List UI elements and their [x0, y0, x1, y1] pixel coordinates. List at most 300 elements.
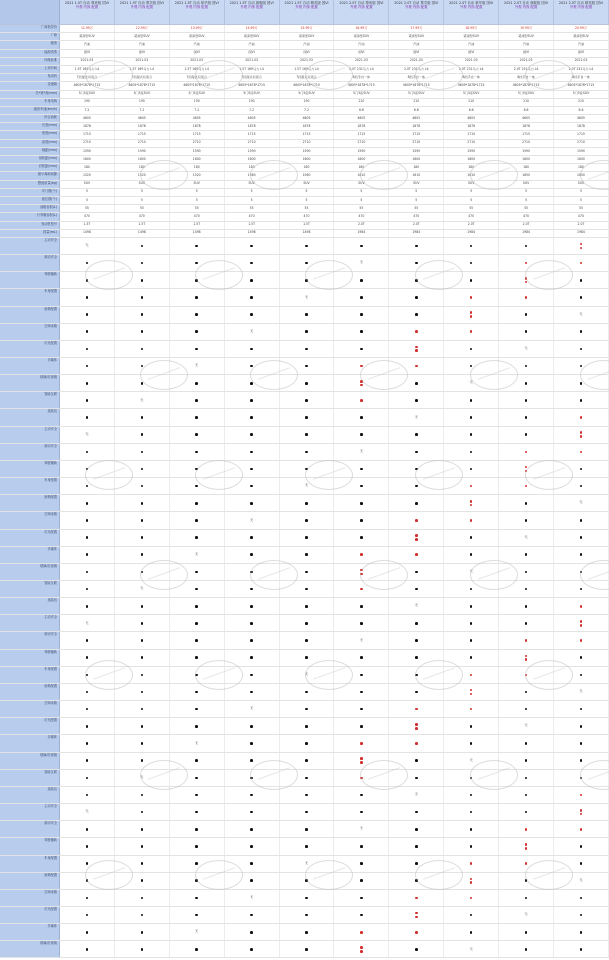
trim-links[interactable]: 外观 内饰 配置: [130, 5, 154, 10]
trim-links[interactable]: 外观 内饰 配置: [75, 5, 99, 10]
spec-cell: 2021.03: [115, 58, 170, 65]
feature-cell: [499, 753, 554, 769]
spec-cell: 1878: [225, 123, 280, 130]
optional-dot-icon: [525, 296, 528, 299]
standard-dot-icon: [360, 519, 363, 522]
option-none: 无: [85, 431, 89, 436]
standard-dot-icon: [360, 862, 363, 865]
feature-cell: [444, 358, 499, 374]
feature-cell: [444, 392, 499, 408]
spec-cell: 4605*1878*1715: [444, 82, 499, 89]
spec-cell: 2.0T: [334, 222, 389, 229]
spec-cell: 4605: [115, 115, 170, 122]
feature-cell: [389, 289, 444, 305]
optional-dot-icon: [525, 262, 528, 265]
option-none: 无: [359, 826, 363, 831]
standard-dot-icon: [250, 433, 253, 436]
feature-cell: [334, 409, 389, 425]
feature-cell: [554, 581, 609, 597]
spec-cell: SUV: [60, 181, 115, 188]
spec-row: [0, 99, 609, 107]
option-none: 无: [579, 500, 583, 505]
standard-dot-icon: [195, 279, 198, 282]
trim-header-7[interactable]: [389, 0, 444, 24]
feature-cell: [170, 838, 225, 854]
standard-dot-icon: [580, 948, 583, 951]
standard-dot-icon: [305, 262, 308, 265]
optional-dot-icon: [360, 588, 363, 591]
standard-dot-icon: [580, 725, 583, 728]
spec-cell: 470: [225, 213, 280, 220]
feature-cell: [444, 461, 499, 477]
feature-cell: [170, 787, 225, 803]
spec-cell: 2710: [60, 140, 115, 147]
spec-cell: 5: [170, 197, 225, 204]
spec-cell: 180: [170, 164, 225, 171]
feature-row-label: 车身配置: [0, 856, 60, 872]
feature-cell: [280, 444, 335, 460]
feature-cell: [170, 821, 225, 837]
standard-dot-icon: [86, 588, 89, 591]
feature-cell: [60, 547, 115, 563]
spec-row: [0, 107, 609, 115]
standard-dot-icon: [415, 313, 418, 316]
feature-cell: [225, 444, 280, 460]
spec-row: [0, 230, 609, 238]
feature-cell: [60, 924, 115, 940]
feature-row-label: 被动安全: [0, 632, 60, 648]
trim-links[interactable]: 外观 内饰 配置: [569, 5, 593, 10]
spec-cell: 5: [115, 197, 170, 204]
standard-dot-icon: [195, 948, 198, 951]
trim-header-4[interactable]: [225, 0, 280, 24]
spec-cell: 1.5T: [280, 222, 335, 229]
standard-dot-icon: [250, 502, 253, 505]
feature-cell: [334, 924, 389, 940]
feature-cell: [60, 495, 115, 511]
trim-links[interactable]: 外观 内饰 配置: [514, 5, 538, 10]
feature-cell: [444, 632, 499, 648]
trim-links[interactable]: 外观 内饰 配置: [240, 5, 263, 10]
spec-cell: 5: [280, 197, 335, 204]
spec-cell: 汽油: [444, 41, 499, 48]
standard-dot-icon: [305, 948, 308, 951]
spec-cell: 1600: [554, 156, 609, 163]
feature-cell: [499, 564, 554, 580]
spec-row: [0, 213, 609, 221]
feature-cell: [225, 358, 280, 374]
standard-dot-icon: [141, 639, 144, 642]
feature-cell: [499, 650, 554, 666]
feature-cell: [554, 941, 609, 957]
standard-dot-icon: [305, 691, 308, 694]
feature-cell: [334, 787, 389, 803]
feature-cell: [554, 409, 609, 425]
feature-cell: [225, 873, 280, 889]
feature-cell: [499, 632, 554, 648]
trim-links[interactable]: 外观 内饰 配置: [459, 5, 483, 10]
standard-dot-icon: [415, 433, 418, 436]
feature-cell: [334, 650, 389, 666]
feature-cell: [554, 701, 609, 717]
trim-header-9[interactable]: [499, 0, 554, 24]
feature-cell: [170, 941, 225, 957]
spec-cell: 4605: [554, 115, 609, 122]
feature-cell: [334, 941, 389, 957]
feature-cell: [499, 838, 554, 854]
trim-links[interactable]: 外观 内饰 配置: [350, 5, 373, 10]
feature-cell: [115, 427, 170, 443]
feature-row: [0, 238, 609, 255]
feature-cell: [170, 392, 225, 408]
feature-row: [0, 255, 609, 272]
standard-dot-icon: [305, 708, 308, 711]
feature-cell: [444, 838, 499, 854]
feature-cell: [444, 307, 499, 323]
feature-row-label: 主动安全: [0, 427, 60, 443]
feature-cell: [499, 238, 554, 254]
feature-row-label: 被动安全: [0, 444, 60, 460]
standard-dot-icon: [141, 622, 144, 625]
optional-dot-icon: [525, 466, 528, 469]
feature-cell: [60, 787, 115, 803]
spec-cell: 国VI: [225, 50, 280, 57]
spec-cell: 国VI: [389, 50, 444, 57]
spec-cell: 1715: [444, 131, 499, 138]
optional-dot-icon: [580, 813, 583, 816]
feature-cell: [280, 272, 335, 288]
spec-cell: 紧凑型SUV: [499, 33, 554, 40]
option-none: 无: [579, 689, 583, 694]
trim-header-6[interactable]: [334, 0, 389, 24]
feature-cell: [115, 735, 170, 751]
feature-cell: [444, 650, 499, 666]
standard-dot-icon: [141, 502, 144, 505]
trim-header-2[interactable]: [115, 0, 170, 24]
spec-cell: 1498: [225, 230, 280, 237]
feature-row: [0, 684, 609, 701]
feature-row-label: 驾驶辅助: [0, 650, 60, 666]
standard-dot-icon: [415, 502, 418, 505]
spec-cell: 1590: [225, 148, 280, 155]
feature-cell: [280, 787, 335, 803]
standard-dot-icon: [580, 296, 583, 299]
feature-cell: [115, 787, 170, 803]
feature-cell: [170, 564, 225, 580]
standard-dot-icon: [525, 313, 528, 316]
standard-dot-icon: [580, 382, 583, 385]
standard-dot-icon: [470, 811, 473, 814]
standard-dot-icon: [580, 914, 583, 917]
feature-row: [0, 530, 609, 547]
feature-row: [0, 838, 609, 855]
optional-dot-icon: [525, 828, 528, 831]
optional-dot-icon: [580, 416, 583, 419]
feature-row: [0, 615, 609, 632]
feature-cell: [334, 530, 389, 546]
feature-cell: [115, 324, 170, 340]
optional-dot-icon: [580, 809, 583, 812]
feature-cell: [280, 392, 335, 408]
standard-dot-icon: [470, 553, 473, 556]
feature-cell: [280, 358, 335, 374]
optional-dot-icon: [525, 470, 528, 473]
spec-cell: 1610: [334, 172, 389, 179]
feature-cell: [499, 512, 554, 528]
standard-dot-icon: [415, 656, 418, 659]
standard-dot-icon: [250, 365, 253, 368]
spec-cell: 2.0T 231马力 L4: [444, 66, 499, 73]
feature-cell: [280, 547, 335, 563]
feature-cell: [334, 289, 389, 305]
trim-links[interactable]: 外观 内饰 配置: [185, 5, 208, 10]
standard-dot-icon: [415, 879, 418, 882]
feature-cell: [554, 478, 609, 494]
feature-row: [0, 701, 609, 718]
feature-cell: [499, 856, 554, 872]
standard-dot-icon: [305, 519, 308, 522]
feature-cell: [334, 341, 389, 357]
feature-cell: [444, 787, 499, 803]
standard-dot-icon: [86, 365, 89, 368]
trim-header-1[interactable]: [60, 0, 115, 24]
spec-cell: 5: [225, 197, 280, 204]
feature-cell: [389, 392, 444, 408]
spec-cell: 1715: [280, 131, 335, 138]
feature-cell: [444, 907, 499, 923]
spec-row: [0, 189, 609, 197]
standard-dot-icon: [525, 502, 528, 505]
feature-row: [0, 873, 609, 890]
standard-dot-icon: [141, 914, 144, 917]
spec-cell: 汽油: [554, 41, 609, 48]
feature-cell: [280, 650, 335, 666]
standard-dot-icon: [86, 862, 89, 865]
optional-dot-icon: [470, 311, 473, 314]
feature-cell: [444, 598, 499, 614]
standard-dot-icon: [525, 622, 528, 625]
standard-dot-icon: [141, 245, 144, 248]
trim-links[interactable]: 外观 内饰 配置: [295, 5, 318, 10]
option-none: 无: [195, 929, 199, 934]
spec-cell: 55: [334, 205, 389, 212]
feature-row-label: 车身配置: [0, 667, 60, 683]
standard-dot-icon: [250, 485, 253, 488]
standard-dot-icon: [580, 845, 583, 848]
feature-cell: [554, 598, 609, 614]
trim-header-row: [0, 0, 609, 25]
standard-dot-icon: [525, 691, 528, 694]
feature-cell: [280, 684, 335, 700]
standard-dot-icon: [86, 279, 89, 282]
feature-cell: [554, 461, 609, 477]
spec-cell: 55: [115, 205, 170, 212]
feature-cell: [115, 598, 170, 614]
feature-cell: [554, 615, 609, 631]
trim-header-10[interactable]: [554, 0, 609, 24]
feature-row: [0, 924, 609, 941]
standard-dot-icon: [86, 382, 89, 385]
feature-cell: [60, 718, 115, 734]
trim-header-5[interactable]: [280, 0, 335, 24]
option-none: 无: [304, 860, 309, 865]
feature-cell: [225, 821, 280, 837]
feature-cell: [115, 650, 170, 666]
spec-cell: 紧凑型SUV: [115, 33, 170, 40]
optional-dot-icon: [580, 620, 583, 623]
feature-cell: [334, 821, 389, 837]
standard-dot-icon: [195, 451, 198, 454]
option-none: 无: [359, 260, 363, 265]
spec-cell: 1590: [389, 148, 444, 155]
standard-dot-icon: [470, 914, 473, 917]
optional-dot-icon: [415, 330, 418, 333]
spec-cell: 470: [499, 213, 554, 220]
feature-cell: [389, 598, 444, 614]
standard-dot-icon: [360, 296, 363, 299]
standard-dot-icon: [86, 948, 89, 951]
feature-cell: [225, 341, 280, 357]
standard-dot-icon: [250, 656, 253, 659]
standard-dot-icon: [250, 811, 253, 814]
option-none: 无: [359, 637, 363, 642]
spec-cell: 1715: [554, 131, 609, 138]
option-none: 无: [579, 311, 583, 316]
spec-cell: SUV: [115, 181, 170, 188]
spec-row: [0, 91, 609, 99]
spec-cell: 汽油: [115, 41, 170, 48]
standard-dot-icon: [525, 330, 528, 333]
feature-cell: [115, 392, 170, 408]
optional-dot-icon: [470, 708, 473, 711]
standard-dot-icon: [305, 365, 308, 368]
standard-dot-icon: [470, 777, 473, 780]
feature-cell: [60, 478, 115, 494]
feature-cell: [389, 409, 444, 425]
standard-dot-icon: [195, 485, 198, 488]
trim-header-3[interactable]: [170, 0, 225, 24]
feature-cell: [499, 821, 554, 837]
trim-name: 2021 1.5T 自动 精英版 国VI: [284, 1, 329, 5]
feature-cell: [334, 375, 389, 391]
standard-dot-icon: [86, 759, 89, 762]
spec-cell: 470: [554, 213, 609, 220]
feature-cell: [499, 907, 554, 923]
spec-row-label: 长度(mm): [0, 123, 60, 130]
standard-dot-icon: [580, 468, 583, 471]
feature-cell: [115, 632, 170, 648]
standard-dot-icon: [195, 416, 198, 419]
spec-cell: 4605*1878*1715: [115, 82, 170, 89]
feature-cell: [170, 238, 225, 254]
spec-cell: 5门5座SUV: [170, 91, 225, 98]
feature-cell: [115, 255, 170, 271]
optional-dot-icon: [360, 946, 363, 949]
standard-dot-icon: [141, 742, 144, 745]
feature-cell: [499, 804, 554, 820]
feature-cell: [115, 615, 170, 631]
spec-cell: 1878: [554, 123, 609, 130]
spec-cell: 1.5T 169马力 L4: [115, 66, 170, 73]
optional-dot-icon: [525, 658, 528, 661]
standard-dot-icon: [141, 794, 144, 797]
spec-cell: 4605*1878*1715: [225, 82, 280, 89]
feature-cell: [389, 856, 444, 872]
standard-dot-icon: [525, 416, 528, 419]
feature-cell: [554, 821, 609, 837]
feature-cell: [60, 856, 115, 872]
feature-cell: [280, 581, 335, 597]
trim-header-8[interactable]: [444, 0, 499, 24]
spec-cell: SUV: [280, 181, 335, 188]
trim-name: 2021 2.0T 自动 旗舰版 国VI: [504, 1, 549, 5]
standard-dot-icon: [305, 897, 308, 900]
feature-cell: [115, 547, 170, 563]
spec-cell: 1715: [60, 131, 115, 138]
standard-dot-icon: [580, 365, 583, 368]
feature-cell: [225, 718, 280, 734]
standard-dot-icon: [305, 571, 308, 574]
feature-cell: [334, 564, 389, 580]
optional-dot-icon: [580, 624, 583, 627]
standard-dot-icon: [141, 571, 144, 574]
feature-cell: [444, 667, 499, 683]
standard-dot-icon: [415, 639, 418, 642]
spec-cell: 8挡手自一体: [389, 74, 444, 81]
standard-dot-icon: [525, 553, 528, 556]
feature-cell: [225, 890, 280, 906]
spec-cell: 7.2: [225, 107, 280, 114]
feature-cell: [554, 238, 609, 254]
feature-cell: [499, 272, 554, 288]
feature-row-label: 被动安全: [0, 255, 60, 271]
feature-cell: [115, 289, 170, 305]
spec-cell: 1878: [444, 123, 499, 130]
spec-row: [0, 156, 609, 164]
spec-cell: 2021.03: [170, 58, 225, 65]
feature-row: [0, 890, 609, 907]
feature-row: [0, 341, 609, 358]
spec-row-label: 最小离地间隙: [0, 172, 60, 179]
feature-cell: [389, 427, 444, 443]
trim-links[interactable]: 外观 内饰 配置: [405, 5, 428, 10]
feature-cell: [280, 718, 335, 734]
spec-cell: 2710: [280, 140, 335, 147]
trim-name: 2021 2.0T 自动 豪华版 国VI: [449, 1, 494, 5]
spec-cell: 19.99万: [499, 25, 554, 32]
feature-cell: [334, 324, 389, 340]
spec-cell: 5门5座SUV: [225, 91, 280, 98]
spec-cell: 55: [60, 205, 115, 212]
feature-cell: [60, 907, 115, 923]
feature-cell: [334, 873, 389, 889]
spec-cell: 7挡湿式双离合: [170, 74, 225, 81]
spec-cell: 1984: [499, 230, 554, 237]
spec-cell: 紧凑型SUV: [334, 33, 389, 40]
optional-dot-icon: [360, 553, 363, 556]
spec-row-label: 高度(mm): [0, 140, 60, 147]
spec-cell: 4605*1878*1715: [334, 82, 389, 89]
feature-cell: [334, 512, 389, 528]
spec-cell: 190: [280, 99, 335, 106]
feature-row: [0, 461, 609, 478]
spec-cell: 1715: [334, 131, 389, 138]
standard-dot-icon: [525, 879, 528, 882]
standard-dot-icon: [250, 468, 253, 471]
feature-cell: [334, 461, 389, 477]
spec-cell: 国VI: [499, 50, 554, 57]
feature-cell: [225, 392, 280, 408]
